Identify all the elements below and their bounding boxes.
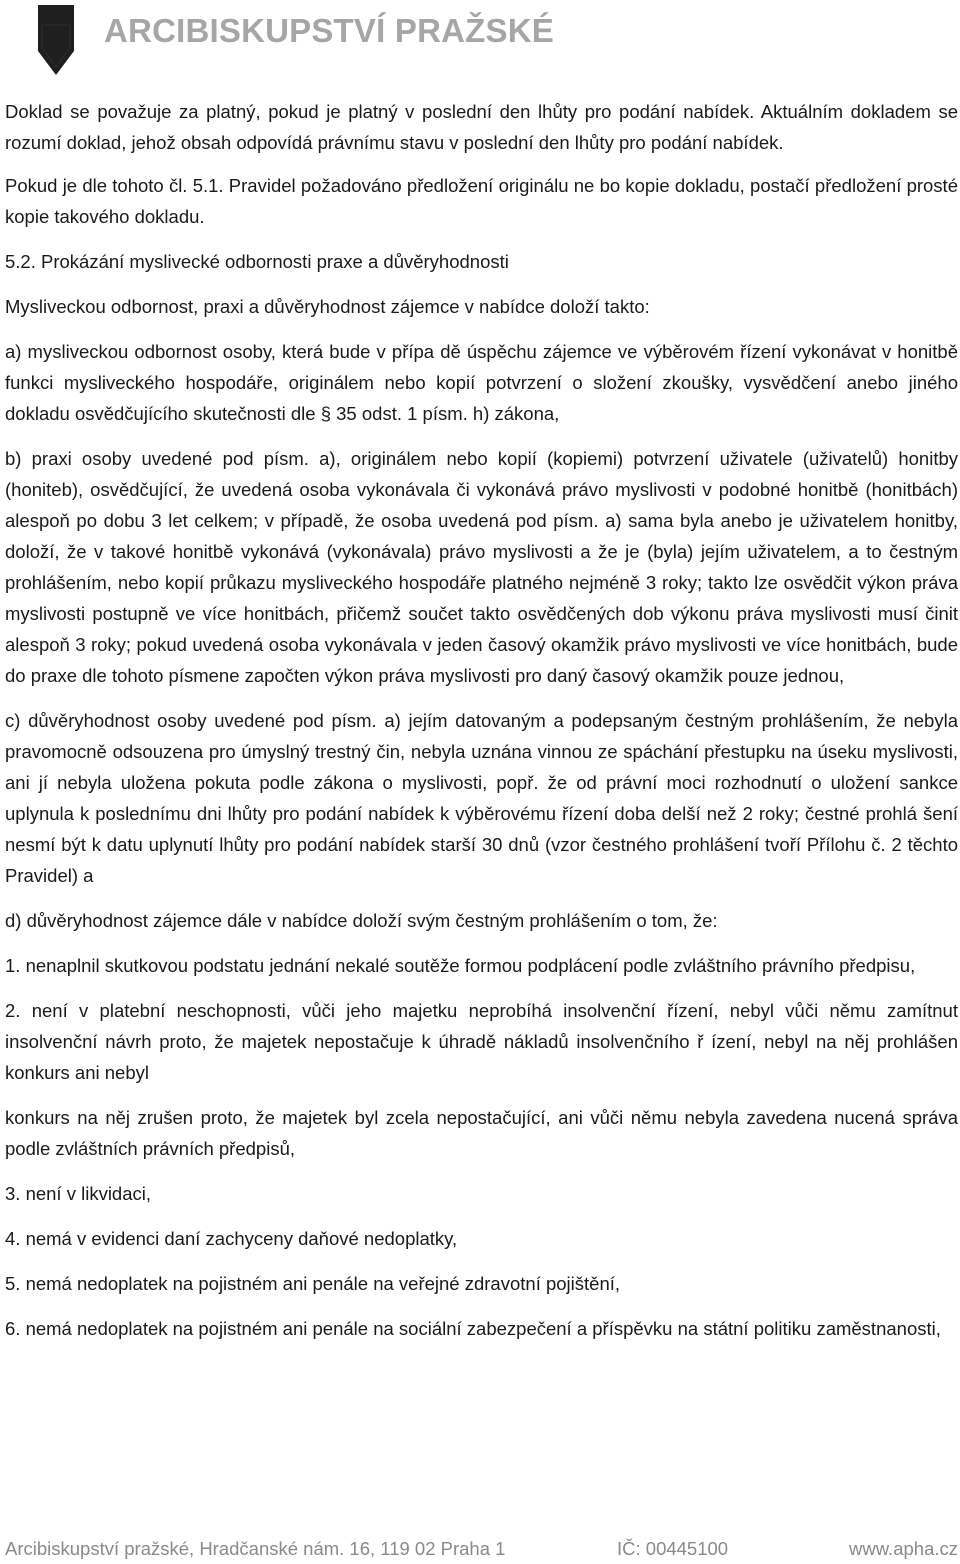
list-item: 4. nemá v evidenci daní zachyceny daňové nedoplatky, [5, 1228, 458, 1249]
list-item: b) praxi osoby uvedené pod písm. a), originálem nebo kopií (kopiemi) potvrzení uživatele (uživatelů) honitby (honiteb), osvědčující, že uvedená osoba vykonávala či vykonává právo myslivosti v podobné honitbě (honitbách) alespoň po dobu 3 let celkem; v případě, že osoba uvedená pod písm. a) sama byla anebo je uživatelem honitby, doloží, že v takové honitbě vykonává (vykonávala) právo myslivosti a že je (byla) jejím uživatelem, a to čestným prohlášením, nebo kopií průkazu mysliveckého hospodáře platného nejméně 3 roky; takto lze osvědčit výkon práva myslivosti postupně ve více honitbách, přičemž součet takto osvědčených dob výkonu práva myslivosti musí činit alespoň 3 roky; pokud uvedená osoba vykonávala v jeden časový okamžik právo myslivosti ve více honitbách, bude do praxe dle tohoto písmene započten výkon práva myslivosti pro daný časový okamžik pouze jednou, [5, 448, 958, 686]
footer-website: www.apha.cz [849, 1538, 958, 1559]
list-item: a) mysliveckou odbornost osoby, která bude v přípa dě úspěchu zájemce ve výběrovém řízení vykonávat v honitbě funkci mysliveckého hospodáře, originálem nebo kopií potvrzení o složení zkoušky, vysvědčení anebo jiného dokladu osvědčujícího skutečnosti dle § 35 odst. 1 písm. h) zákona, [5, 341, 958, 424]
document-body [5, 96, 958, 1344]
paragraph: konkurs na něj zrušen proto, že majetek byl zcela nepostačující, ani vůči němu nebyla zavedena nucená správa podle zvláštních právních předpisů, [5, 1107, 958, 1159]
list-item: c) důvěryhodnost osoby uvedené pod písm. a) jejím datovaným a podepsaným čestným prohlášením, že nebyla pravomocně odsouzena pro úmyslný trestný čin, nebyla uznána vinnou ze spáchání přestupku na úseku myslivosti, ani jí nebyla uložena pokuta podle zákona o myslivosti, popř. že od právní moci rozhodnutí o uložení sankce uplynula k poslednímu dni lhůty pro podání nabídek k výběrovému řízení doba delší než 2 roky; čestné prohlá šení nesmí být k datu uplynutí lhůty pro podání nabídek starší 30 dnů (vzor čestného prohlášení tvoří Přílohu č. 2 těchto Pravidel) a [5, 710, 958, 886]
list-item: 2. není v platební neschopnosti, vůči jeho majetku neprobíhá insolvenční řízení, nebyl vůči němu zamítnut insolvenční návrh proto, že majetek nepostačuje k úhradě nákladů insolvenčního ř ízení, nebyl na něj prohlášen konkurs ani nebyl [5, 1000, 958, 1083]
archdiocese-crest-icon [36, 5, 76, 75]
list-item: d) důvěryhodnost zájemce dále v nabídce doloží svým čestným prohlášením o tom, že: [5, 910, 718, 931]
list-item: 1. nenaplnil skutkovou podstatu jednání nekalé soutěže formou podplácení podle zvláštního právního předpisu, [5, 955, 916, 976]
organization-name: ARCIBISKUPSTVÍ PRAŽSKÉ [104, 12, 554, 49]
section-heading: 5.2. Prokázání myslivecké odbornosti praxe a důvěryhodnosti [5, 251, 509, 272]
paragraph: Pokud je dle tohoto čl. 5.1. Pravidel požadováno předložení originálu ne bo kopie dokladu, postačí předložení prosté kopie takového dokladu. [5, 175, 958, 227]
page-header [0, 0, 960, 80]
page-footer [5, 1534, 958, 1564]
footer-address: Arcibiskupství pražské, Hradčanské nám. 16, 119 02 Praha 1 [5, 1538, 506, 1559]
footer-ico: IČ: 00445100 [617, 1538, 729, 1559]
list-item: 6. nemá nedoplatek na pojistném ani penále na sociální zabezpečení a příspěvku na státní politiku zaměstnanosti, [5, 1318, 941, 1339]
list-item: 3. není v likvidaci, [5, 1183, 152, 1204]
paragraph: Mysliveckou odbornost, praxi a důvěryhodnost zájemce v nabídce doloží takto: [5, 296, 650, 317]
paragraph: Doklad se považuje za platný, pokud je platný v poslední den lhůty pro podání nabídek. Aktuálním dokladem se rozumí doklad, jehož obsah odpovídá právnímu stavu v poslední den lhůty pro podání nabídek. [5, 101, 958, 153]
list-item: 5. nemá nedoplatek na pojistném ani penále na veřejné zdravotní pojištění, [5, 1273, 621, 1294]
